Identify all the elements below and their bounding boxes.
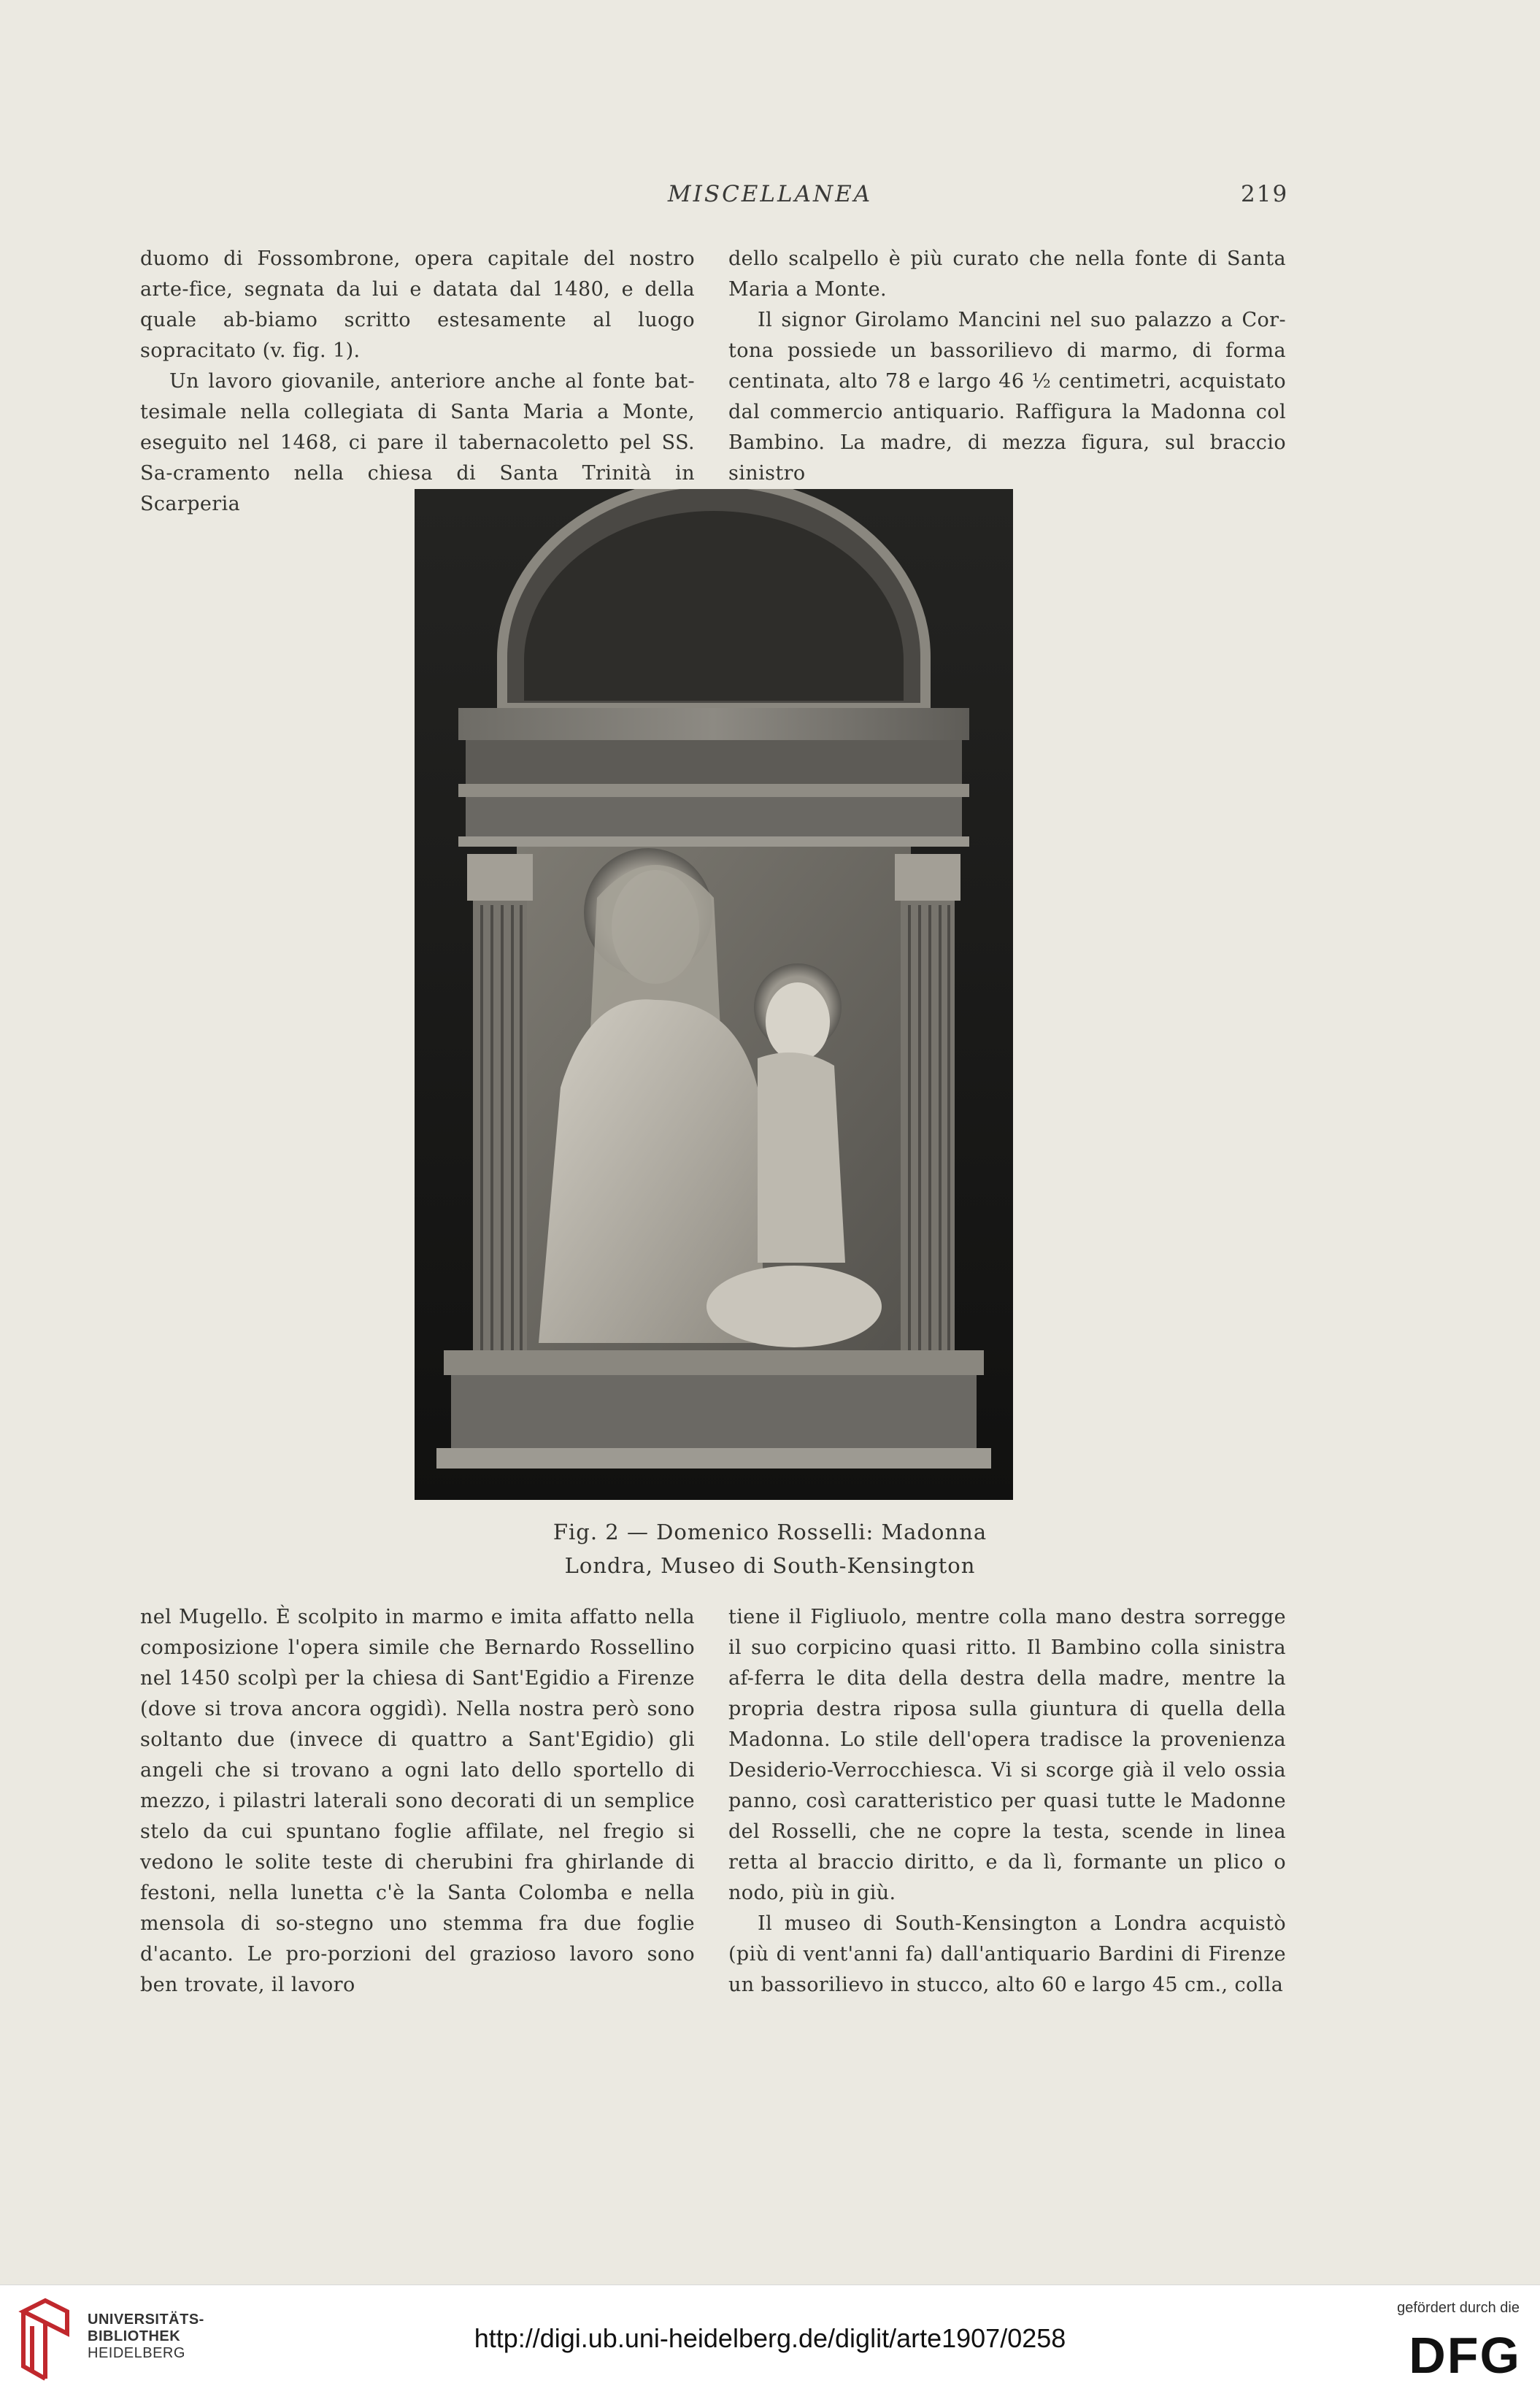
paragraph: dello scalpello è più curato che nella fonte di Santa Maria a Monte.	[728, 247, 1286, 301]
text-column-top-right	[728, 244, 1286, 489]
dfg-logo: DFG	[1409, 2327, 1521, 2384]
paragraph: nel Mugello. È scolpito in marmo e imita affatto nella composizione l'opera simile che Bernardo Rossellino nel 1450 scolpì per la chiesa di Sant'Egidio a Firenze (dove si trova ancora oggidì). Nella nostra però sono soltanto due (invece di quattro a Sant'Egidio) gli angeli che si trovano a ogni lato dello sportello di mezzo, i pilastri laterali sono decorati di un semplice stelo da cui spuntano foglie affilate, nel fregio si vedono le solite teste di cherubini fra ghirlande di festoni, nella lunetta c'è la Santa Colomba e nella mensola di so-stegno uno stemma fra due foglie d'acanto. Le pro-porzioni del grazioso lavoro sono ben trovate, il lavoro	[140, 1606, 695, 1996]
text-column-bottom-left	[140, 1602, 695, 2001]
text-column-bottom-right	[728, 1602, 1286, 2001]
madonna-relief-photograph	[415, 489, 1013, 1500]
paragraph: Un lavoro giovanile, anteriore anche al fonte bat-tesimale nella collegiata di Santa Maria a Monte, eseguito nel 1468, ci pare il tabernacoletto pel SS. Sa-cramento nella chiesa di Santa Trinità in Scarperia	[140, 370, 695, 515]
page-number: 219	[1241, 181, 1289, 207]
source-url-link[interactable]: http://digi.ub.uni-heidelberg.de/diglit/arte1907/0258	[474, 2323, 1066, 2353]
running-header: MISCELLANEA	[667, 181, 873, 207]
footer-bar	[0, 2285, 1540, 2394]
library-line: UNIVERSITÄTS-	[88, 2312, 204, 2328]
funder-label: gefördert durch die	[1397, 2300, 1520, 2316]
paragraph: tiene il Figliuolo, mentre colla mano destra sorregge il suo corpicino quasi ritto. Il Bambino colla sinistra af-ferra le dita della destra della madre, mentre la propria destra riposa sulla giuntura di quella della Madonna. Lo stile dell'opera tradisce la provenienza Desiderio-Verrocchiesca. Vi si scorge già il velo ossia panno, così caratteristico per quasi tutte le Madonne del Rosselli, che ne copre la testa, scende in linea retta al braccio diritto, e da lì, formante un plico o nodo, più in giù.	[728, 1606, 1286, 1904]
library-line: BIBLIOTHEK	[88, 2328, 181, 2344]
text-column-top-left	[140, 244, 695, 520]
paragraph: Il museo di South-Kensington a Londra acquistò (più di vent'anni fa) dall'antiquario Bardini di Firenze un bassorilievo in stucco, alto 60 e largo 45 cm., colla	[728, 1912, 1286, 1996]
paragraph: Il signor Girolamo Mancini nel suo palazzo a Cor-tona possiede un bassorilievo di marmo, di forma centinata, alto 78 e largo 46 ½ centimetri, acquistato dal commercio antiquario. Raffigura la Madonna col Bambino. La madre, di mezza figura, sul braccio sinistro	[728, 309, 1286, 485]
figure-caption: Fig. 2 — Domenico Rosselli: Madonna	[553, 1520, 987, 1544]
paragraph: duomo di Fossombrone, opera capitale del nostro arte-fice, segnata da lui e datata dal 1480, e della quale ab-biamo scritto estesamente al luogo sopracitato (v. fig. 1).	[140, 247, 695, 362]
figure-caption-location: Londra, Museo di South-Kensington	[564, 1553, 976, 1578]
library-line: HEIDELBERG	[88, 2345, 185, 2361]
